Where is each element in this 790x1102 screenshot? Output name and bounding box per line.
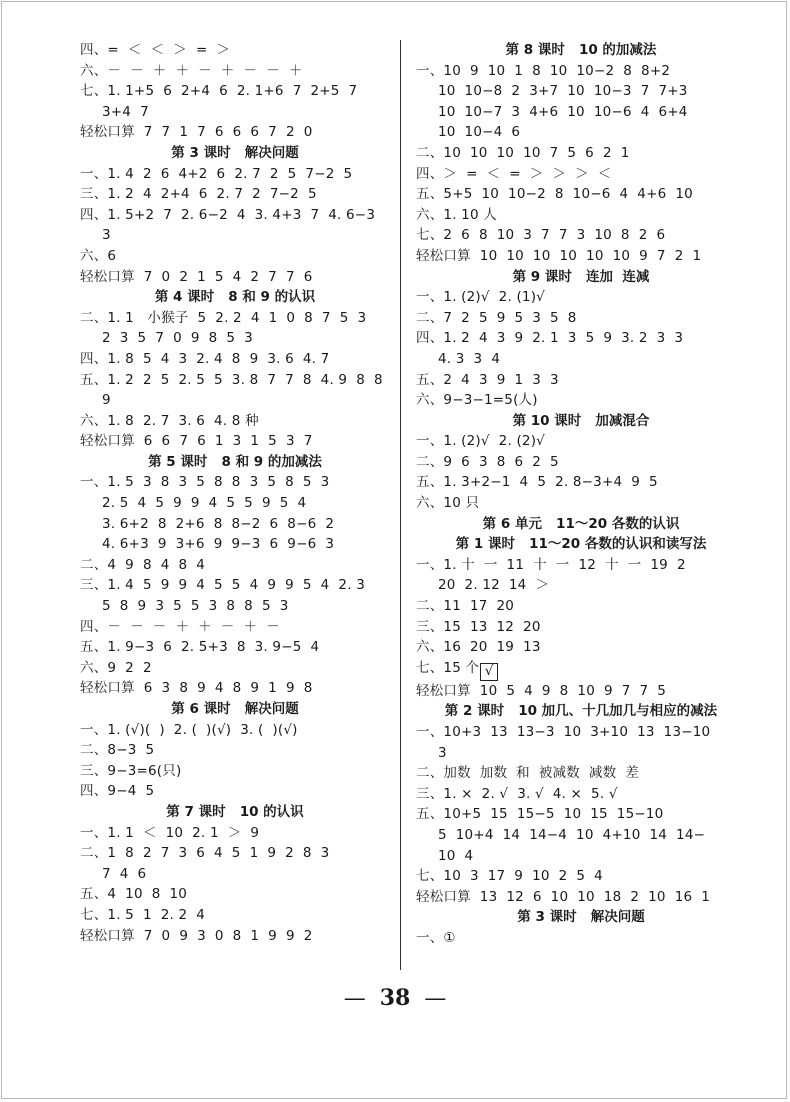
answer-line: 2. 5 4 5 9 9 4 5 5 9 5 4 bbox=[102, 495, 307, 512]
answer-line: 轻松口算 13 12 6 10 10 18 2 10 16 1 bbox=[416, 888, 711, 905]
left-column bbox=[80, 40, 390, 946]
answer-line: 一、1. 5 3 8 3 5 8 8 3 5 8 5 3 bbox=[80, 474, 330, 491]
answer-line: 一、① bbox=[416, 929, 456, 946]
answer-line: 六、16 20 19 13 bbox=[416, 639, 541, 656]
answer-line: 二、4 9 8 4 8 4 bbox=[80, 556, 206, 573]
section-heading: 第 2 课时 10 加几、十几加几与相应的减法 bbox=[444, 703, 718, 720]
answer-line: 3 bbox=[102, 227, 111, 244]
answer-line: 10 10−8 2 3+7 10 10−3 7 7+3 bbox=[438, 83, 688, 100]
answer-line: 二、9 6 3 8 6 2 5 bbox=[416, 453, 559, 470]
section-heading: 第 8 课时 10 的加减法 bbox=[505, 42, 657, 58]
answer-line: 四、1. 5+2 7 2. 6−2 4 3. 4+3 7 4. 6−3 bbox=[80, 206, 376, 223]
answer-line: 一、10+3 13 13−3 10 3+10 13 13−10 bbox=[416, 724, 711, 740]
answer-line: 二、1. 1 小猴子 5 2. 2 4 1 0 8 7 5 3 bbox=[80, 309, 367, 326]
answer-line: 六、9 2 2 bbox=[80, 659, 152, 676]
answer-line: 一、1. (2)√ 2. (2)√ bbox=[416, 433, 545, 450]
answer-line: 二、加数 加数 和 被减数 减数 差 bbox=[416, 765, 640, 782]
page-number bbox=[0, 985, 790, 1011]
answer-line: 10 4 bbox=[438, 847, 474, 864]
answer-line: 3. 6+2 8 2+6 8 8−2 6 8−6 2 bbox=[102, 515, 335, 532]
page-number-value: 38 bbox=[379, 985, 411, 1011]
answer-line: 六、1. 10 人 bbox=[416, 206, 497, 223]
answer-line: 五、5+5 10 10−2 8 10−6 4 4+6 10 bbox=[416, 186, 693, 203]
section-heading: 第 1 课时 11～20 各数的认识和读写法 bbox=[455, 536, 707, 553]
section-heading: 第 7 课时 10 的认识 bbox=[166, 803, 304, 820]
answer-line: 轻松口算 10 10 10 10 10 10 9 7 2 1 bbox=[416, 247, 702, 264]
answer-line: 五、4 10 8 10 bbox=[80, 886, 188, 903]
answer-line: 3 bbox=[438, 744, 447, 761]
answer-line: 七、15 个 √ bbox=[416, 658, 746, 681]
answer-line: 二、7 2 5 9 5 3 5 8 bbox=[416, 309, 577, 326]
answer-line: 2 3 5 7 0 9 8 5 3 bbox=[102, 330, 253, 347]
answer-line: 10 10−7 3 4+6 10 10−6 4 6+4 bbox=[438, 103, 688, 120]
section-heading: 第 6 课时 解决问题 bbox=[171, 701, 299, 717]
answer-line: 7 4 6 bbox=[102, 865, 147, 882]
answer-line: 二、8−3 5 bbox=[80, 742, 155, 759]
answer-line: 四、9−4 5 bbox=[80, 783, 155, 800]
answer-line: 三、1. × 2. √ 3. √ 4. × 5. √ bbox=[416, 785, 618, 802]
answer-line: 一、1. (√)( ) 2. ( )(√) 3. ( )(√) bbox=[80, 721, 298, 738]
answer-line: 三、1. 2 4 2+4 6 2. 7 2 7−2 5 bbox=[80, 186, 317, 203]
answer-line: 轻松口算 7 0 2 1 5 4 2 7 7 6 bbox=[80, 268, 313, 285]
answer-line: 四、1. 8 5 4 3 2. 4 8 9 3. 6 4. 7 bbox=[80, 350, 330, 367]
answer-line: 一、1. 1 ＜ 10 2. 1 ＞ 9 bbox=[80, 824, 260, 841]
answer-line: 轻松口算 7 7 1 7 6 6 6 7 2 0 bbox=[80, 124, 313, 141]
answer-line: 五、1. 9−3 6 2. 5+3 8 3. 9−5 4 bbox=[80, 639, 320, 656]
answer-line: 二、1 8 2 7 3 6 4 5 1 9 2 8 3 bbox=[80, 845, 330, 862]
answer-line: 六、9−3−1=5(人) bbox=[416, 392, 538, 409]
answer-line: 五、10+5 15 15−5 10 15 15−10 bbox=[416, 806, 664, 823]
answer-line: 六、10 只 bbox=[416, 495, 480, 512]
answer-line: 五、1. 2 2 5 2. 5 5 3. 8 7 7 8 4. 9 8 8 bbox=[80, 371, 383, 388]
answer-line: 一、1. 十 一 11 十 一 12 十 一 19 2 bbox=[416, 556, 686, 573]
answer-line: 三、1. 4 5 9 9 4 5 5 4 9 9 5 4 2. 3 bbox=[80, 577, 365, 594]
section-heading: 第 9 课时 连加 连减 bbox=[512, 268, 650, 285]
section-heading: 第 5 课时 8 和 9 的加减法 bbox=[148, 453, 322, 470]
answer-line: 五、1. 3+2−1 4 5 2. 8−3+4 9 5 bbox=[416, 474, 658, 491]
section-heading: 第 10 课时 加减混合 bbox=[512, 412, 650, 429]
section-heading: 第 6 单元 11～20 各数的认识 bbox=[482, 515, 680, 532]
answer-line: 七、1. 5 1 2. 2 4 bbox=[80, 906, 206, 923]
answer-line: 5 10+4 14 14−4 10 4+10 14 14− bbox=[438, 826, 706, 843]
answer-line: 六、1. 8 2. 7 3. 6 4. 8 种 bbox=[80, 412, 259, 429]
answer-line: 4. 3 3 4 bbox=[438, 350, 501, 367]
page-number-dash-left: — bbox=[343, 986, 366, 1011]
answer-line: 一、1. (2)√ 2. (1)√ bbox=[416, 289, 545, 306]
answer-line: 轻松口算 6 6 7 6 1 3 1 5 3 7 bbox=[80, 433, 313, 450]
right-column bbox=[416, 40, 746, 949]
answer-line: 三、9−3=6(只) bbox=[80, 762, 182, 779]
answer-line: 四、1. 2 4 3 9 2. 1 3 5 9 3. 2 3 3 bbox=[416, 330, 684, 347]
answer-line: 9 bbox=[102, 392, 111, 409]
answer-line: 10 10−4 6 bbox=[438, 124, 521, 141]
answer-line: 三、15 13 12 20 bbox=[416, 618, 541, 635]
answer-line: 六、－ － ＋ ＋ － ＋ － － ＋ bbox=[80, 62, 303, 79]
check-box: √ bbox=[480, 663, 498, 681]
answer-line: 一、10 9 10 1 8 10 10−2 8 8+2 bbox=[416, 62, 671, 79]
answer-line: 轻松口算 6 3 8 9 4 8 9 1 9 8 bbox=[80, 680, 313, 697]
answer-line: 二、10 10 10 10 7 5 6 2 1 bbox=[416, 144, 630, 161]
answer-line: 七、1. 1+5 6 2+4 6 2. 1+6 7 2+5 7 bbox=[80, 83, 358, 100]
section-heading: 第 4 课时 8 和 9 的认识 bbox=[154, 289, 316, 306]
answer-line: 3+4 7 bbox=[102, 103, 149, 120]
answer-line: 4. 6+3 9 3+6 9 9−3 6 9−6 3 bbox=[102, 536, 335, 553]
answer-line: 四、＞ = ＜ = ＞ ＞ ＞ ＜ bbox=[416, 165, 612, 182]
section-heading: 第 3 课时 解决问题 bbox=[171, 144, 299, 161]
answer-line: 四、－ － － ＋ ＋ － ＋ － bbox=[80, 618, 280, 635]
answer-line: 轻松口算 10 5 4 9 8 10 9 7 7 5 bbox=[416, 682, 667, 699]
answer-line: 轻松口算 7 0 9 3 0 8 1 9 9 2 bbox=[80, 927, 313, 944]
answer-line: 一、1. 4 2 6 4+2 6 2. 7 2 5 7−2 5 bbox=[80, 165, 353, 182]
answer-line: 二、11 17 20 bbox=[416, 598, 515, 615]
answer-line: 五、2 4 3 9 1 3 3 bbox=[416, 371, 559, 388]
section-heading: 第 3 课时 解决问题 bbox=[517, 909, 645, 926]
answer-line: 20 2. 12 14 ＞ bbox=[438, 577, 550, 594]
answer-line: 六、6 bbox=[80, 247, 117, 264]
page-number-dash-right: — bbox=[424, 986, 447, 1011]
answer-line: 七、2 6 8 10 3 7 7 3 10 8 2 6 bbox=[416, 227, 666, 244]
answer-line: 5 8 9 3 5 5 3 8 8 5 3 bbox=[102, 598, 289, 615]
answer-line: 七、10 3 17 9 10 2 5 4 bbox=[416, 868, 603, 885]
column-divider bbox=[400, 40, 401, 970]
answer-line: 四、= ＜ ＜ ＞ = ＞ bbox=[80, 42, 231, 58]
